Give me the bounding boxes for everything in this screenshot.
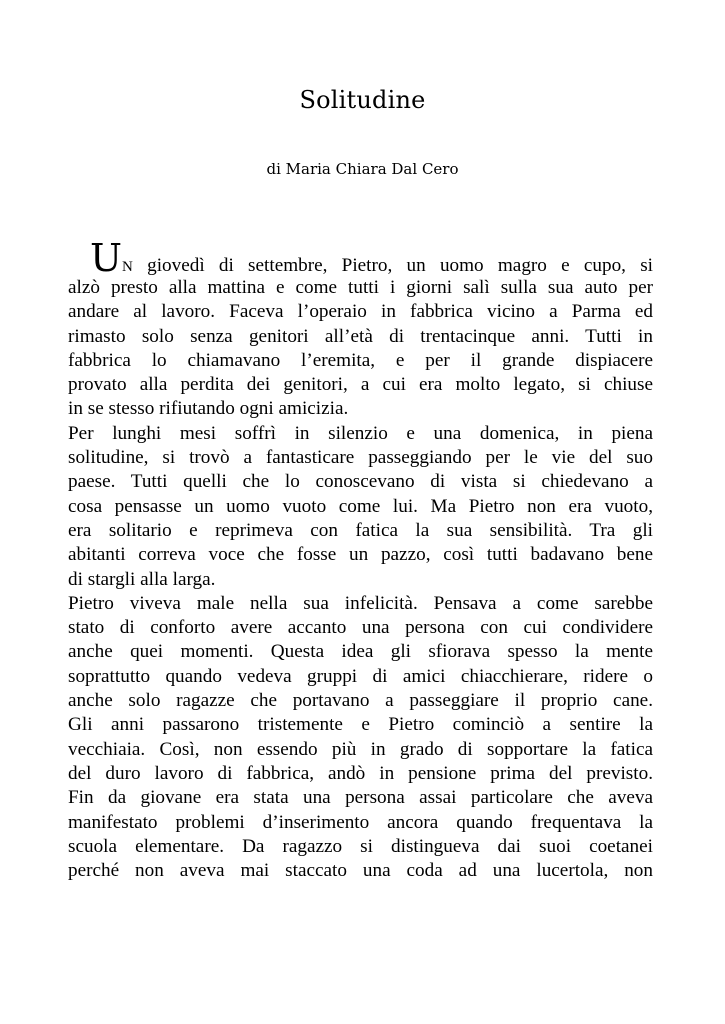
- text-line: Gli anni passarono tristemente e Pietro cominciò a sentire la: [68, 714, 653, 736]
- text-line: Fin da giovane era stata una persona assai particolare che aveva: [68, 787, 653, 809]
- text-line: cosa pensasse un uomo vuoto come lui. Ma Pietro non era vuoto,: [68, 495, 653, 517]
- text-line: rimasto solo senza genitori all’età di trentacinque anni. Tutti in: [68, 325, 653, 347]
- story-title: Solitudine: [299, 86, 426, 114]
- text-line: solitudine, si trovò a fantasticare passeggiando per le vie del suo: [68, 447, 653, 469]
- text-line: fabbrica lo chiamavano l’eremita, e per il grande dispiacere: [68, 349, 653, 371]
- text-line: alzò presto alla mattina e come tutti i giorni salì sulla sua auto per: [68, 277, 653, 298]
- text-line: provato alla perdita dei genitori, a cui era molto legato, si chiuse: [68, 374, 653, 396]
- text-line: paese. Tutti quelli che lo conoscevano di vista si chiedevano a: [68, 471, 653, 493]
- story-body: [68, 236, 653, 883]
- text-line: perché non aveva mai staccato una coda ad una lucertola, non: [68, 860, 653, 882]
- text-line: di stargli alla larga.: [68, 568, 216, 590]
- small-cap: N: [122, 259, 133, 275]
- text-line-content: giovedì di settembre, Pietro, un uomo magro e cupo, si: [132, 255, 653, 276]
- text-line: Pietro viveva male nella sua infelicità. Pensava a come sarebbe: [68, 592, 653, 614]
- text-line: scuola elementare. Da ragazzo si distingueva dai suoi coetanei: [68, 835, 653, 857]
- text-line: stato di conforto avere accanto una persona con cui condividere: [68, 617, 653, 639]
- text-line: soprattutto quando vedeva gruppi di amici chiacchierare, ridere o: [68, 665, 653, 687]
- text-line: abitanti correva voce che fosse un pazzo, così tutti badavano bene: [68, 544, 653, 566]
- text-line: vecchiaia. Così, non essendo più in grado di sopportare la fatica: [68, 738, 653, 760]
- text-line: del duro lavoro di fabbrica, andò in pensione prima del previsto.: [68, 762, 653, 784]
- text-line: anche quei momenti. Questa idea gli sfiorava spesso la mente: [68, 641, 653, 663]
- text-line: anche solo ragazze che portavano a passeggiare il proprio cane.: [68, 690, 653, 712]
- text-line: [68, 236, 653, 280]
- text-line: manifestato problemi d’inserimento ancora quando frequentava la: [68, 811, 653, 833]
- text-line: andare al lavoro. Faceva l’operaio in fabbrica vicino a Parma ed: [68, 301, 653, 323]
- text-line: era solitario e reprimeva con fatica la sua sensibilità. Tra gli: [68, 519, 653, 541]
- text-line: in se stesso rifiutando ogni amicizia.: [68, 398, 349, 420]
- drop-cap: U: [90, 236, 123, 280]
- story-author: di Maria Chiara Dal Cero: [266, 160, 459, 178]
- text-line: Per lunghi mesi soffrì in silenzio e una domenica, in piena: [68, 422, 653, 444]
